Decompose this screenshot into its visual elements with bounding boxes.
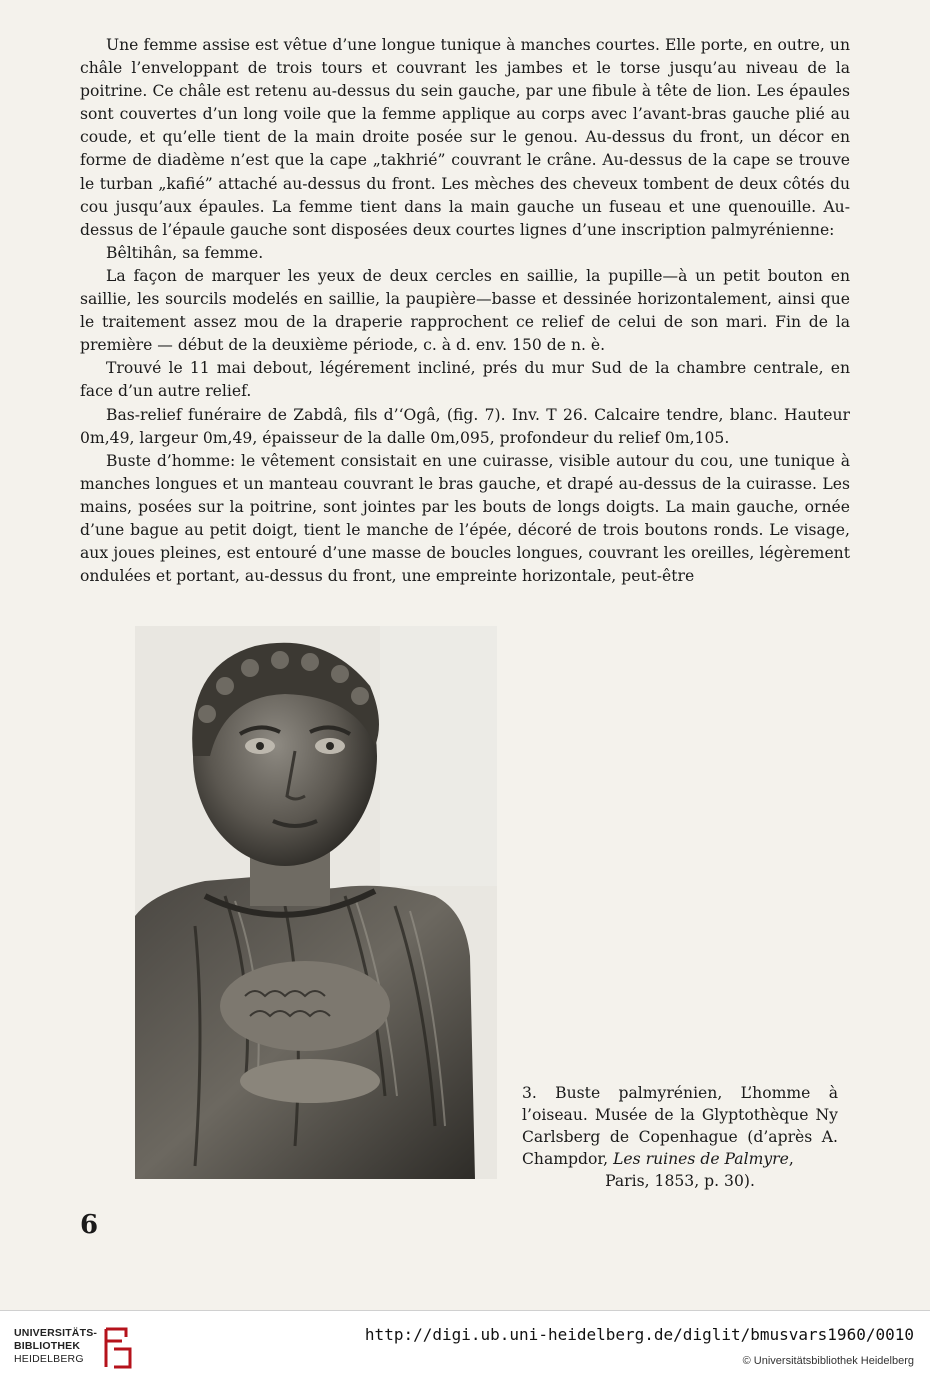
logo-line-1: UNIVERSITÄTS- (14, 1327, 98, 1339)
logo-text (14, 1327, 97, 1366)
figure-bust-photo (135, 626, 497, 1179)
body-text (80, 34, 850, 588)
caption-book-title: Les ruines de Palmyre (613, 1150, 789, 1168)
caption-last-line: Paris, 1853, p. 30). (605, 1172, 755, 1190)
page-number: 6 (80, 1210, 99, 1240)
library-logo-mark-icon (100, 1325, 134, 1371)
paragraph-5: Bas-relief funéraire de Zabdâ, fils d’‘Ogâ, (fig. 7). Inv. T 26. Calcaire tendre, blanc. Hauteur 0m,49, largeur 0m,49, épaisseur de la dalle 0m,095, profondeur du relief 0m,105. (80, 405, 850, 447)
caption-text: 3. Buste palmyrénien, L’homme à l’oiseau. Musée de la Glyptothèque Ny Carlsberg de Copenhague (d’après A. Champdor, (522, 1084, 838, 1168)
paragraph-2: Bêltihân, sa femme. (106, 243, 264, 262)
logo-line-2: BIBLIOTHEK (14, 1340, 81, 1352)
logo-line-3: HEIDELBERG (14, 1353, 84, 1365)
copyright-notice: © Universitätsbibliothek Heidelberg (742, 1355, 914, 1367)
library-logo[interactable] (14, 1325, 134, 1371)
paragraph-1: Une femme assise est vêtue d’une longue tunique à manches courtes. Elle porte, en outre, un châle l’enveloppant de trois tours et couvrant les jambes et le torse jusqu’au niveau de la poitrine. Ce châle est retenu au-dessus du sein gauche, par une fibule à tête de lion. Les épaules sont couvertes d’un long voile que la femme applique au corps avec l’avant-bras gauche plié au coude, et qu’elle tient de la main droite posée sur le genou. Au-dessus du front, un décor en forme de diadème n’est que la cape „takhrié” couvrant le crâne. Au-dessus de la cape se trouve le turban „kafié” attaché au-dessus du front. Les mèches des cheveux tombent de deux côtés du cou jusqu’aux épaules. La femme tient dans la main gauche un fuseau et une quenouille. Au-dessus de l’épaule gauche sont disposées deux courtes lignes d’une inscription palmyrénienne: (80, 36, 850, 239)
figure-caption (522, 1082, 838, 1192)
paragraph-6: Buste d’homme: le vêtement consistait en une cuirasse, visible autour du cou, une tunique à manches longues et un manteau couvrant le bras gauche, et drapé au-dessus de la cuirasse. Les mains, posées sur la poitrine, sont jointes par les bouts de longs doigts. La main gauche, ornée d’une bague au petit doigt, tient le manche de l’épée, décoré de trois boutons ronds. Le visage, aux joues pleines, est entouré d’une masse de boucles longues, couvrant les oreilles, légèrement ondulées et portant, au-dessus du front, une empreinte horizontale, peut-être (80, 451, 850, 586)
paragraph-4: Trouvé le 11 mai debout, légérement incliné, prés du mur Sud de la chambre centrale, en face d’un autre relief. (80, 359, 850, 401)
caption-comma: , (788, 1150, 794, 1168)
paragraph-3: La façon de marquer les yeux de deux cercles en saillie, la pupille—à un petit bouton en saillie, les sourcils modelés en saillie, la paupière—basse et dessinée horizontalement, ainsi que le traitement assez mou de la draperie rapprochent ce relief de celui de son mari. Fin de la première — début de la deuxième période, c. à d. env. 150 de n. è. (80, 266, 850, 355)
source-url-link[interactable]: http://digi.ub.uni-heidelberg.de/diglit/bmusvars1960/0010 (364, 1325, 914, 1344)
bust-photo-illustration (135, 626, 497, 1179)
library-footer (0, 1310, 930, 1380)
